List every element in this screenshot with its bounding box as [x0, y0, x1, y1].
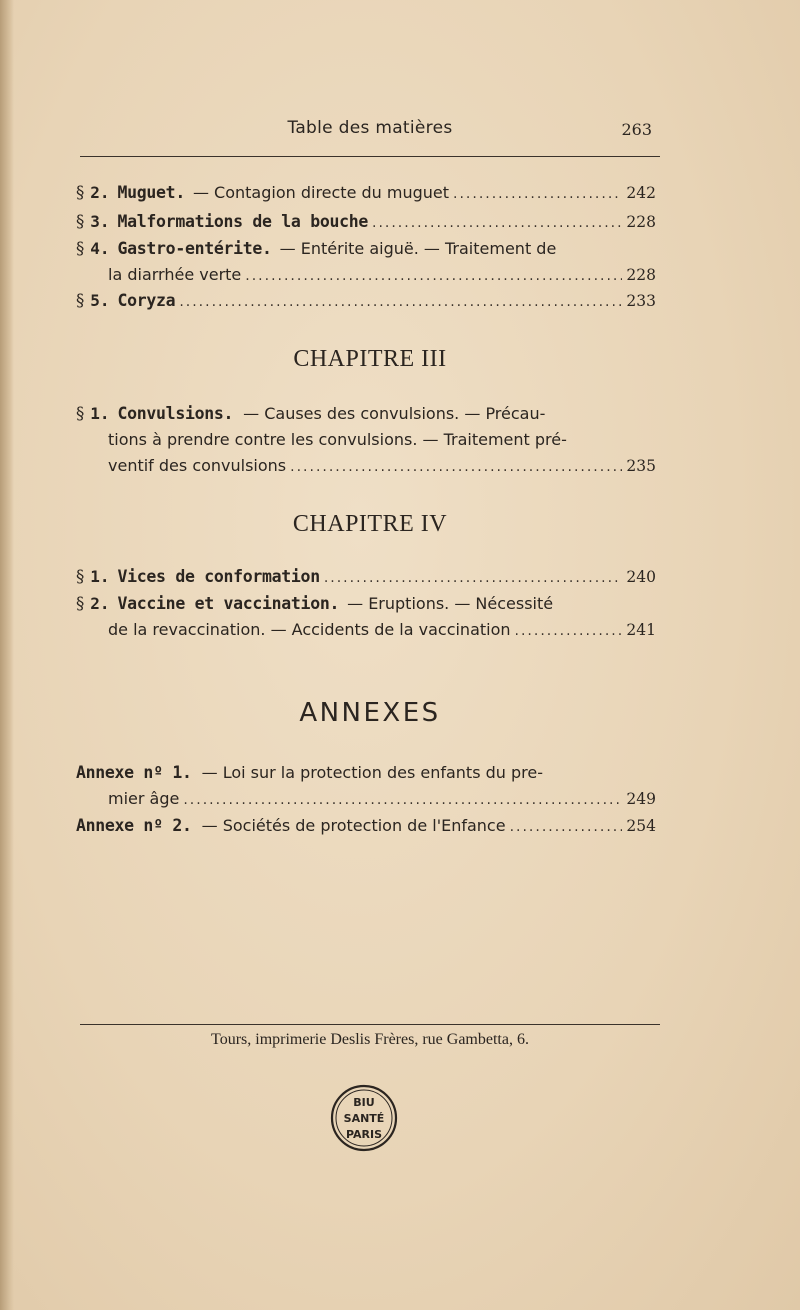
- entry-number: 1.: [90, 404, 110, 423]
- header-rule: [80, 156, 660, 157]
- entry-page: 240: [626, 568, 656, 586]
- chapter-4-heading: CHAPITRE IV: [292, 511, 448, 537]
- dot-leader: [515, 620, 623, 642]
- entry-number: 2.: [90, 594, 110, 613]
- toc-entry-convulsions-line-3: [108, 455, 656, 478]
- entry-description: — Contagion directe du muguet: [192, 183, 450, 202]
- toc-entry-coryza: [76, 290, 656, 313]
- running-head: [80, 118, 660, 144]
- toc-entry-annexe-1-continuation: [108, 788, 656, 811]
- entry-title: Vaccine et vaccination.: [117, 594, 340, 613]
- dot-leader: [372, 212, 622, 234]
- entry-continuation: ventif des convulsions: [108, 456, 287, 475]
- toc-entry-convulsions-line-2: [108, 429, 656, 451]
- toc-entry-vaccine: [76, 593, 656, 615]
- section-sign: §: [76, 567, 85, 586]
- toc-entry-muguet: [76, 182, 656, 205]
- entry-description: — Eruptions. — Nécessité: [347, 594, 554, 613]
- section-sign: §: [76, 291, 85, 310]
- entry-description: — Sociétés de protection de l'Enfance: [201, 816, 506, 835]
- entry-title: Vices de conformation: [117, 567, 320, 586]
- entry-title: Convulsions.: [117, 404, 234, 423]
- section-sign: §: [76, 183, 85, 202]
- toc-entry-gastro-enterite-continuation: [108, 264, 656, 287]
- dot-leader: [183, 789, 622, 811]
- section-sign: §: [76, 239, 85, 258]
- entry-continuation: la diarrhée verte: [108, 265, 242, 284]
- dot-leader: [179, 291, 622, 313]
- entry-number: 2.: [90, 183, 110, 202]
- dot-leader: [324, 567, 623, 589]
- annexes-heading: ANNEXES: [299, 698, 441, 728]
- entry-page: 241: [626, 621, 656, 639]
- entry-number: 5.: [90, 291, 110, 310]
- stamp-line-3: PARIS: [345, 1128, 383, 1141]
- page-edge-shadow: [0, 0, 14, 1310]
- running-head-page-number: 263: [621, 120, 652, 139]
- entry-description: — Causes des convulsions. — Précau-: [243, 404, 546, 423]
- dot-leader: [290, 456, 622, 478]
- toc-entry-vices-de-conformation: [76, 566, 656, 589]
- entry-page: 233: [626, 292, 656, 310]
- toc-entry-vaccine-continuation: [108, 619, 656, 642]
- entry-page: 242: [626, 184, 656, 202]
- entry-page: 228: [626, 266, 656, 284]
- section-sign: §: [76, 212, 85, 231]
- printer-imprint: Tours, imprimerie Deslis Frères, rue Gambetta, 6.: [211, 1031, 529, 1048]
- entry-title: Annexe nº 1.: [76, 763, 192, 782]
- entry-page: 235: [626, 457, 656, 475]
- toc-entry-convulsions: [76, 403, 656, 425]
- entry-description: — Loi sur la protection des enfants du pre-: [201, 763, 544, 782]
- entry-continuation: de la revaccination. — Accidents de la vaccination: [108, 620, 511, 639]
- section-sign: §: [76, 594, 85, 613]
- entry-title: Gastro-entérite.: [117, 239, 272, 258]
- chapter-3-heading: CHAPITRE III: [293, 346, 447, 372]
- stamp-line-1: BIU: [353, 1096, 375, 1109]
- toc-entry-malformations: [76, 211, 656, 234]
- entry-page: 249: [626, 790, 656, 808]
- dot-leader: [510, 816, 623, 838]
- entry-title: Coryza: [117, 291, 176, 310]
- section-sign: §: [76, 404, 85, 423]
- entry-title: Muguet.: [117, 183, 185, 202]
- entry-continuation: mier âge: [108, 789, 180, 808]
- entry-number: 1.: [90, 567, 110, 586]
- dot-leader: [453, 183, 622, 205]
- entry-description: — Entérite aiguë. — Traitement de: [279, 239, 557, 258]
- toc-entry-annexe-1: [76, 762, 656, 784]
- entry-title: Malformations de la bouche: [117, 212, 368, 231]
- toc-entry-annexe-2: [76, 815, 656, 838]
- stamp-line-2: SANTÉ: [343, 1112, 385, 1125]
- entry-number: 3.: [90, 212, 110, 231]
- dot-leader: [245, 265, 622, 287]
- footer-rule: [80, 1024, 660, 1025]
- running-head-title: Table des matières: [287, 118, 453, 138]
- entry-page: 254: [626, 817, 656, 835]
- toc-entry-gastro-enterite: [76, 238, 656, 260]
- entry-page: 228: [626, 213, 656, 231]
- entry-number: 4.: [90, 239, 110, 258]
- library-stamp-icon: [329, 1083, 399, 1153]
- entry-continuation: tions à prendre contre les convulsions. — Traitement pré-: [108, 430, 567, 449]
- entry-title: Annexe nº 2.: [76, 816, 192, 835]
